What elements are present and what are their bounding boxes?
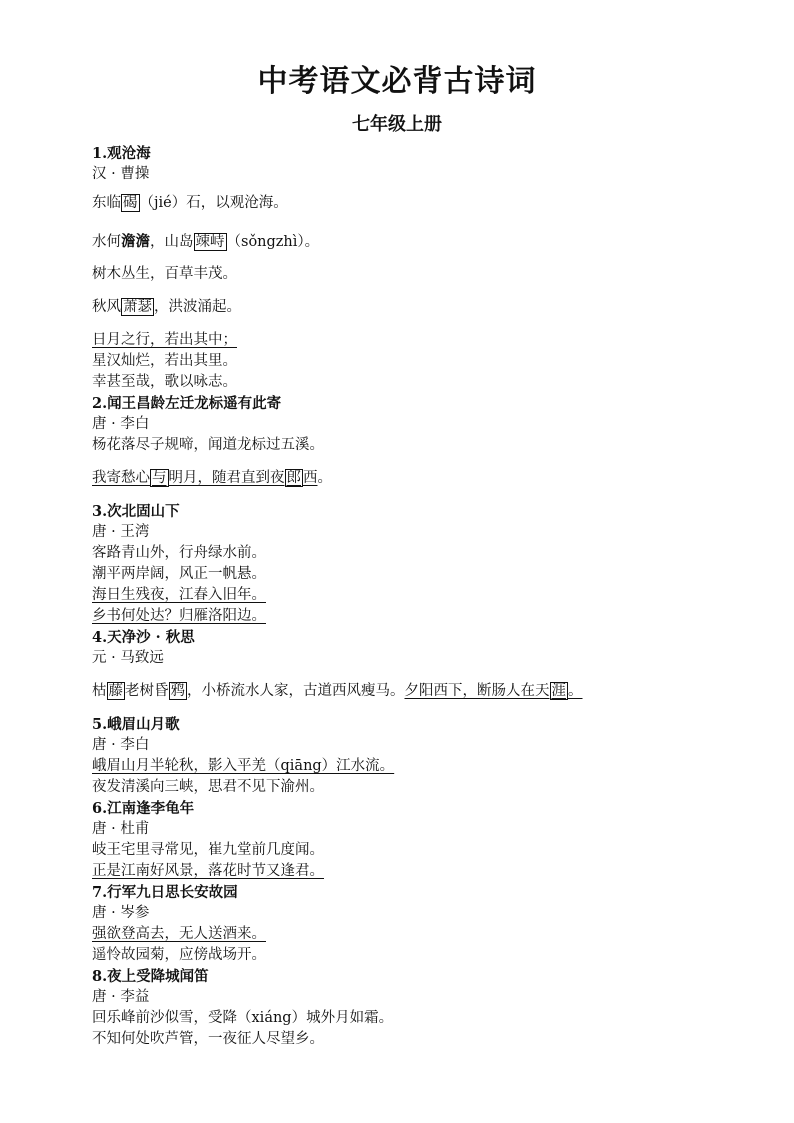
- poem-line: 树木丛生，百草丰茂。: [92, 266, 237, 282]
- text-span: 东临: [92, 195, 121, 211]
- boxed-char: 涯: [551, 683, 566, 699]
- underlined-line: 海日生残夜，江春入旧年。: [92, 587, 266, 603]
- poem-line: [92, 585, 732, 606]
- boxed-char: 藤: [108, 683, 123, 699]
- poem-line: 星汉灿烂，若出其里。: [92, 353, 237, 369]
- poem-line: [92, 297, 732, 318]
- poem-heading: 3.次北固山下: [92, 503, 180, 520]
- boxed-word: 竦峙: [195, 234, 225, 250]
- underlined-line: 正是江南好风景，落花时节又逢君。: [92, 863, 324, 879]
- poem-author: 唐 · 杜甫: [92, 821, 150, 837]
- poem-line: [92, 861, 732, 882]
- underlined-span: [92, 469, 318, 487]
- poem-line: [92, 681, 732, 702]
- text-span: 老树昏: [125, 683, 169, 699]
- poem-author: 唐 · 李益: [92, 989, 150, 1005]
- poem-line: [92, 330, 732, 351]
- poem-line: [92, 606, 732, 627]
- underlined-span: [405, 682, 583, 700]
- boxed-word: 萧瑟: [123, 299, 152, 315]
- underlined-line: 日月之行，若出其中；: [92, 332, 237, 348]
- poem-heading: 2.闻王昌龄左迁龙标遥有此寄: [92, 395, 282, 412]
- text-span: 我寄愁心: [92, 470, 150, 486]
- poem-line: [92, 468, 732, 489]
- text-span: ，小桥流水人家，古道西风瘦马。: [187, 683, 405, 699]
- page-subtitle: 七年级上册: [352, 114, 442, 135]
- poem-line: 不知何处吹芦管，一夜征人尽望乡。: [92, 1031, 324, 1047]
- poem-author: 唐 · 李白: [92, 416, 150, 432]
- text-span: 夕阳西下，断肠人在天: [404, 683, 550, 699]
- page-title: 中考语文必背古诗词: [257, 64, 537, 99]
- underlined-line: 强欲登高去，无人送酒来。: [92, 926, 266, 942]
- text-span: ，山岛: [150, 234, 194, 250]
- poem-line: 夜发清溪向三峡，思君不见下渝州。: [92, 779, 324, 795]
- poem-heading: 7.行军九日思长安故园: [92, 884, 238, 901]
- poem-line: [92, 756, 732, 777]
- text-span: （jié）石，以观沧海。: [139, 195, 288, 211]
- poem-list: [92, 143, 732, 1050]
- poem-author: 元 · 马致远: [92, 650, 164, 666]
- boxed-char: 鸦: [170, 683, 185, 699]
- boxed-char: 郎: [286, 470, 301, 486]
- poem-heading: 1.观沧海: [92, 145, 151, 162]
- poem-line: [92, 924, 732, 945]
- text-span: 。: [317, 470, 332, 486]
- poem-line: 客路青山外，行舟绿水前。: [92, 545, 266, 561]
- text-span: 明月，随君直到夜: [168, 470, 285, 486]
- poem-line: 潮平两岸阔，风正一帆悬。: [92, 566, 266, 582]
- poem-line: 回乐峰前沙似雪，受降（xiáng）城外月如霜。: [92, 1010, 394, 1026]
- underlined-line: 峨眉山月半轮秋，影入平羌（qiāng）江水流。: [92, 758, 395, 774]
- poem-author: 唐 · 岑参: [92, 905, 150, 921]
- poem-line: [92, 231, 732, 252]
- boxed-char: 与: [152, 470, 167, 486]
- poem-line: 岐王宅里寻常见，崔九堂前几度闻。: [92, 842, 324, 858]
- poem-line: 遥怜故园菊，应傍战场开。: [92, 947, 266, 963]
- poem-heading: 6.江南逢李龟年: [92, 800, 195, 817]
- boxed-char: 碣: [123, 195, 138, 211]
- underlined-line: 乡书何处达？归雁洛阳边。: [92, 608, 266, 624]
- poem-heading: 4.天净沙 · 秋思: [92, 629, 195, 646]
- poem-heading: 8.夜上受降城闻笛: [92, 968, 209, 985]
- bold-word: 澹澹: [121, 233, 150, 250]
- text-span: 。: [568, 683, 583, 699]
- poem-author: 汉 · 曹操: [92, 166, 150, 182]
- poem-line: [92, 193, 732, 214]
- poem-author: 唐 · 王湾: [92, 524, 150, 540]
- text-span: 水何: [92, 234, 121, 250]
- text-span: 西: [303, 470, 318, 486]
- poem-line: 幸甚至哉，歌以咏志。: [92, 374, 237, 390]
- poem-author: 唐 · 李白: [92, 737, 150, 753]
- text-span: （sǒngzhì）。: [226, 234, 320, 250]
- poem-heading: 5.峨眉山月歌: [92, 716, 180, 733]
- text-span: 枯: [92, 683, 107, 699]
- poem-line: 杨花落尽子规啼，闻道龙标过五溪。: [92, 437, 324, 453]
- text-span: 秋风: [92, 299, 121, 315]
- text-span: ，洪波涌起。: [154, 299, 241, 315]
